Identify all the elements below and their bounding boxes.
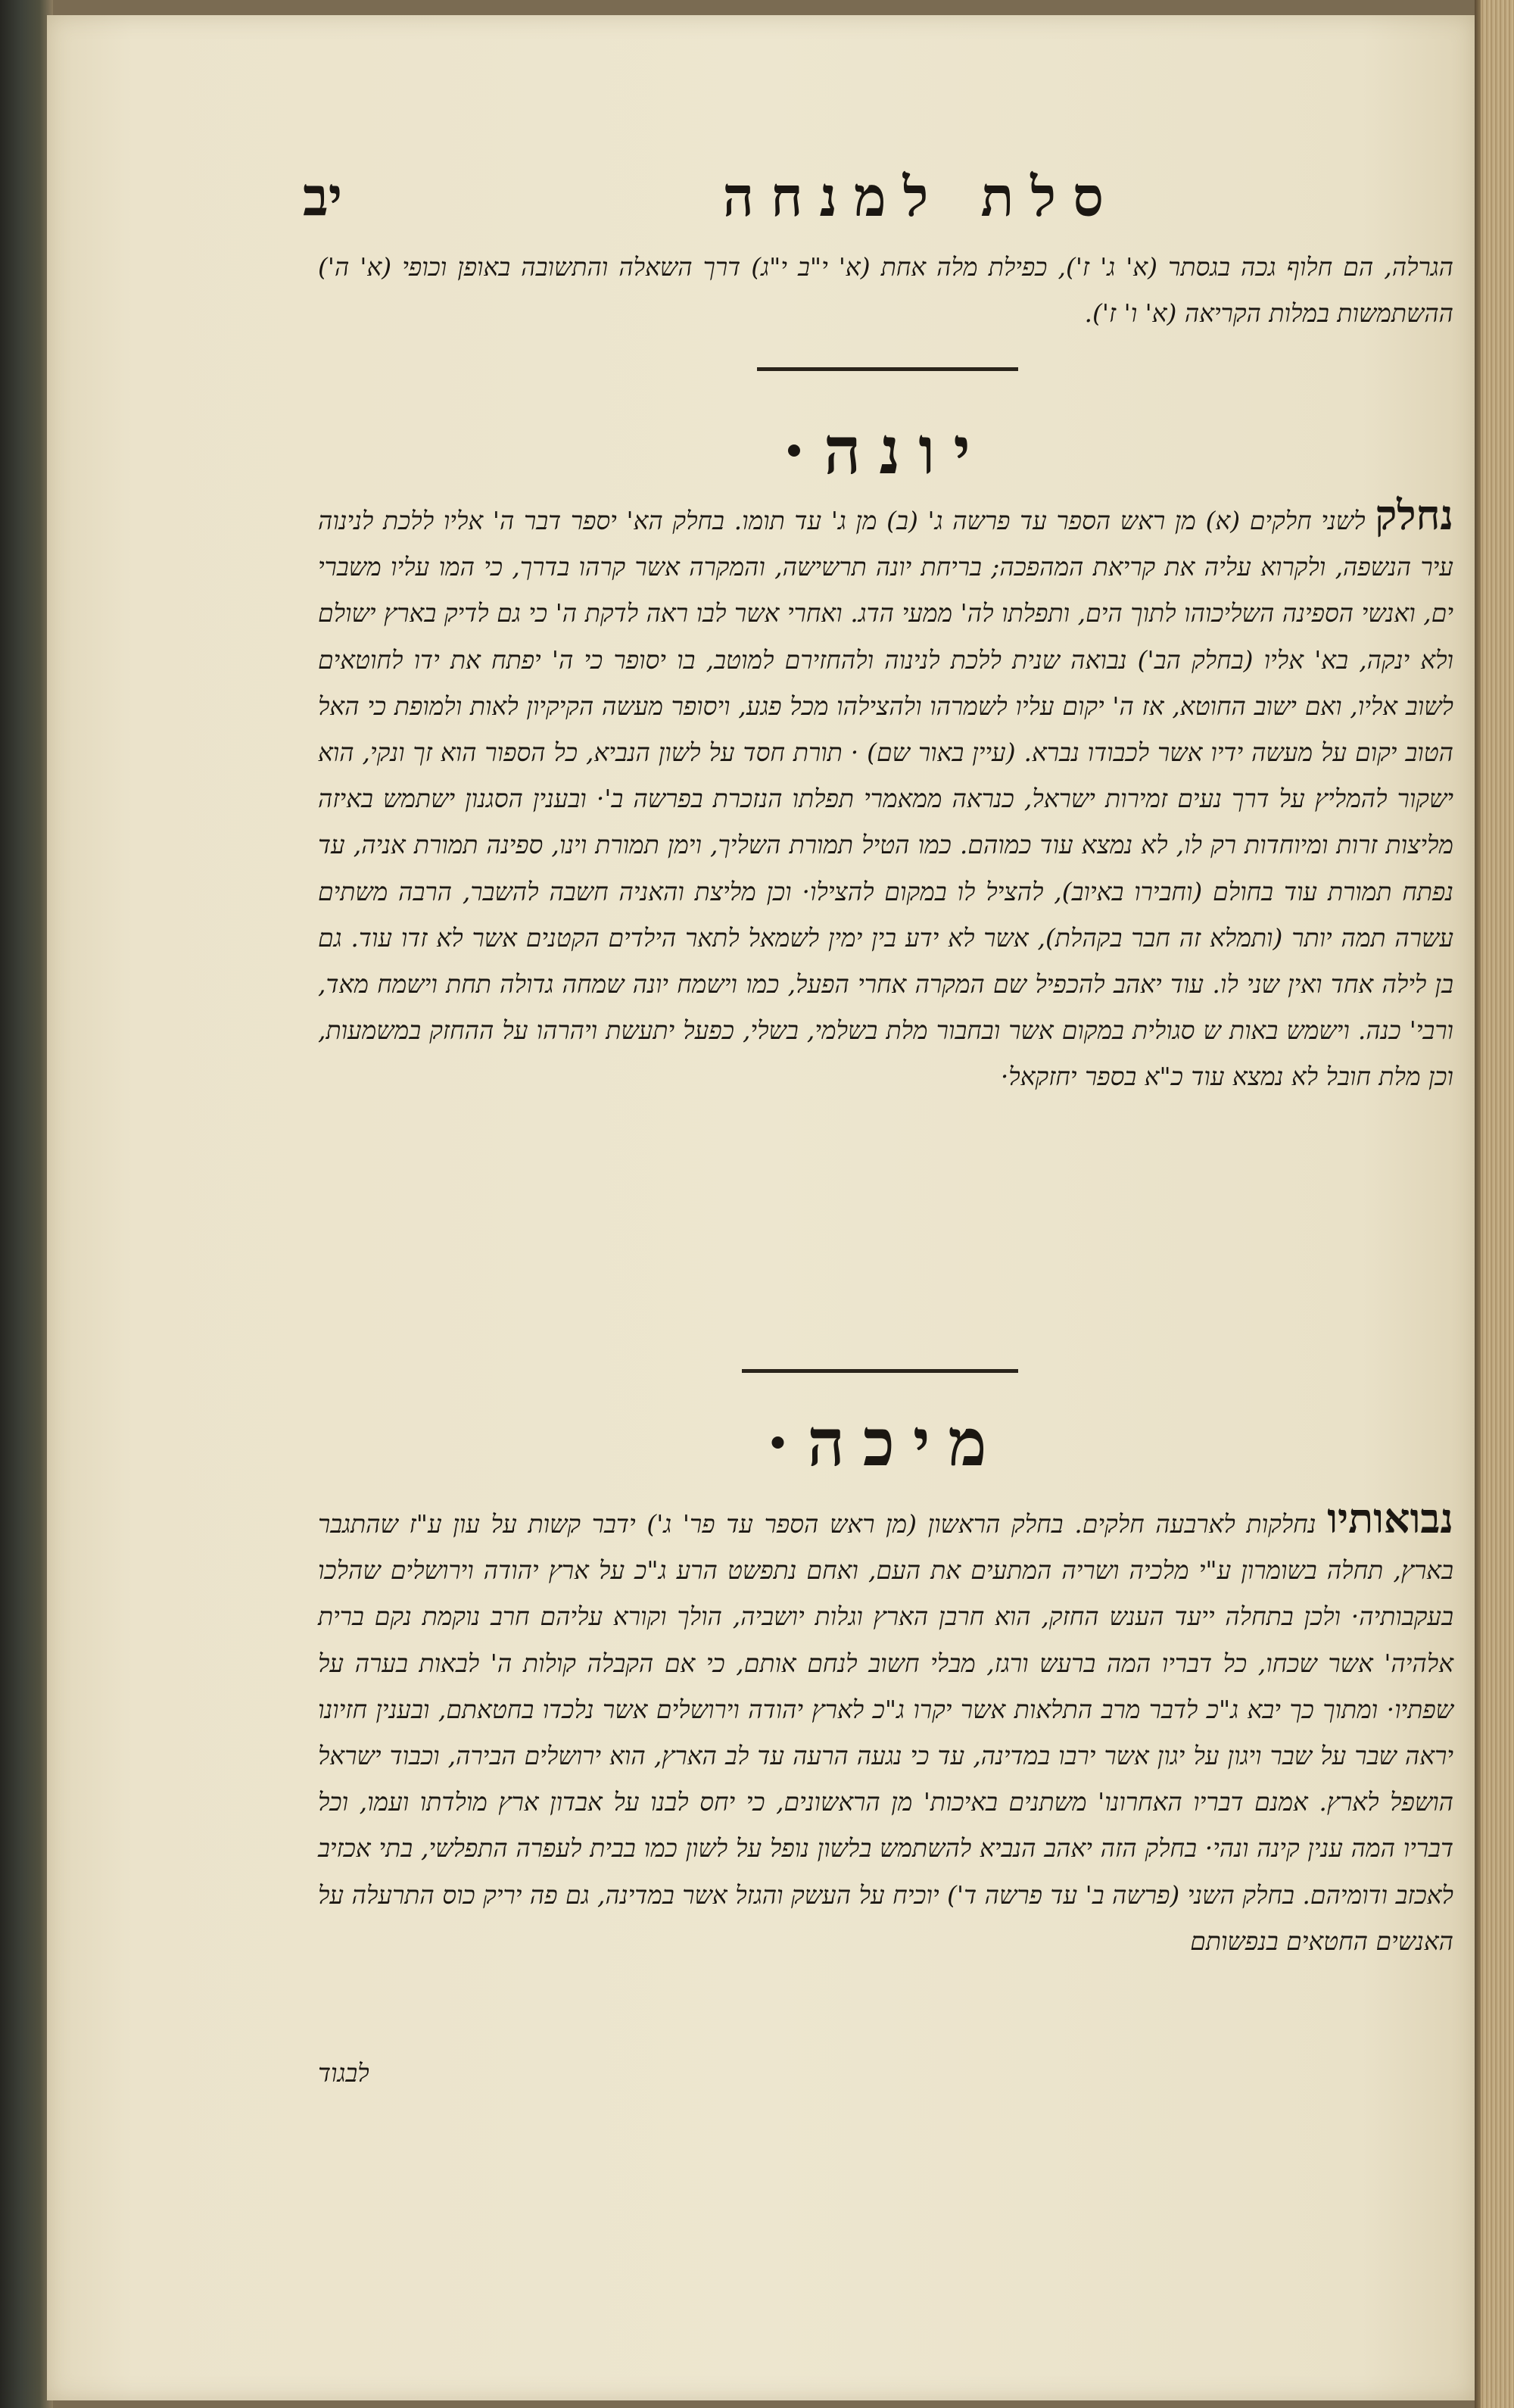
section-title-jonah: יונה· (783, 413, 989, 489)
section-title-micah: מיכה· (766, 1405, 1005, 1481)
lead-word: נבואותיו (1327, 1494, 1453, 1542)
catchword: לבגוד (318, 2058, 369, 2088)
running-header (303, 155, 1438, 239)
page-number: יב (303, 165, 343, 228)
section-body-jonah (318, 492, 1453, 1100)
page (47, 15, 1476, 2400)
carryover-paragraph: הגרלה, הם חלוף גכה בגסתר (א' ג' ז'), כפילת מלה אחת (א' י"ב י"ג) דרך השאלה והתשובה באופן וכופי (א' ה') ההשתמשות במלות הקריאה (א' ו' ז'). (318, 252, 1453, 329)
paragraph-text: לשני חלקים (א) מן ראש הספר עד פרשה ג' (ב) מן ג' עד תומו. בחלק הא' יספר דבר ה' אליו ללכת לנינוה עיר הנשפה, ולקרוא עליה את קריאת המהפכה; בריחת יונה תרשישה, והמקרה אשר קרהו בדרך, כי המו עליו משברי ים, ואנשי הספינה השליכוהו לתוך הים, ותפלתו לה' ממעי הדג. ואחרי אשר לבו ראה לדקת ה' כי גם לדיק בארץ ישולם ולא ינקה, בא' אליו (בחלק הב') נבואה שנית ללכת לנינוה ולהחזירם למוטב, בו יסופר כי ה' יפתח את ידו לחוטאים לשוב אליו, ואם ישוב החוטא, אז ה' יקום עליו לשמרהו ולהצילהו מכל פגע, ויסופר מעשה הקיקיון לאות ולמופת כי האל הטוב יקום על מעשה ידיו אשר לכבודו נברא. (עיין באור שם) · תורת חסד על לשון הנביא, כל הספור הוא זך ונקי, הוא ישקור להמליץ על דרך נעים זמירות ישראל, כנראה ממאמרי תפלתו הנזכרת בפרשה ב'· ובענין הסגנון ישתמש באיזה מליצות זרות ומיוחדות רק לו, לא נמצא עוד כמוהם. כמו הטיל תמורת השליך, וימן תמורת וינו, ספינה תמורת אניה, עד נפתח תמורת עוד בחולם (וחבירו באיוב), להציל לו במקום להצילו· וכן מליצת והאניה חשבה להשבר, הרבה משתים עשרה תמה יותר (ותמלא זה חבר בקהלת), אשר לא ידע בין ימין לשמאל לתאר הילדים הקטנים אשר לא זדו עוד. גם בן לילה אחד ואין שני לו. עוד יאהב להכפיל שם המקרה אחרי הפעל, כמו וישמח יונה שמחה גדולה תחת וישמח מאד, ורבי' כנה. וישמש באות ש סגולית במקום אשר ובחבור מלת בשלמי, בשלי, כפעל יתעשת ויהרהו על ההחזק במשמעות, וכן מלת חובל לא נמצא עוד כ"א בספר יחזקאל· (318, 506, 1453, 1092)
book-spine (0, 0, 53, 2408)
section-divider (757, 367, 1018, 371)
lead-word: נחלק (1375, 491, 1453, 539)
section-divider (742, 1369, 1018, 1373)
section-body-micah (318, 1496, 1453, 1964)
running-title: סלת למנחה (722, 164, 1120, 229)
paragraph-text: נחלקות לארבעה חלקים. בחלק הראשון (מן ראש הספר עד פר' ג') ידבר קשות על עון ע"ז שהתגבר בארץ, תחלה בשומרון ע"י מלכיה ושריה המתעים את העם, ואחם נתפשט הרע ג"כ על ארץ יהודה וירושלים שהלכו בעקבותיה· ולכן בתחלה ייעד הענש החזק, הוא חרבן הארץ וגלות יושביה, הולך וקורא עליהם חרב נוקמת נקם ברית אלהיה' אשר שכחו, כל דבריו המה ברעש ורגז, מבלי חשוב לנחם אותם, כי אם הקבלה קולות ה' לבאות בערה על שפתיו· ומתוך כך יבא ג"כ לדבר מרב התלאות אשר יקרו ג"כ לארץ יהודה וירושלים אשר נלכדו בחטאתם, ובענין חזיונו יראה שבר על שבר ויגון על יגון אשר ירבו במדינה, עד כי נגעה הרעה עד לב הארץ, הוא ירושלים הבירה, וכבוד ישראל הושפל לארץ. אמנם דבריו האחרונו' משתנים באיכות' מן הראשונים, כי יחס לבנו על אבדון ארץ מולדתו ועמו, וכל דבריו המה ענין קינה ונהי· בחלק הזה יאהב הנביא להשתמש בלשון נופל על לשון כמו בבית לעפרה התפלשי, בתי אכזיב לאכזב ודומיהם. בחלק השני (פרשה ב' עד פרשה ד') יוכיח על העשק והגזל אשר במדינה, גם פה יריק כוס התרעלה על האנשים החטאים בנפשותם (318, 1509, 1453, 1956)
page-edges (1475, 0, 1514, 2408)
